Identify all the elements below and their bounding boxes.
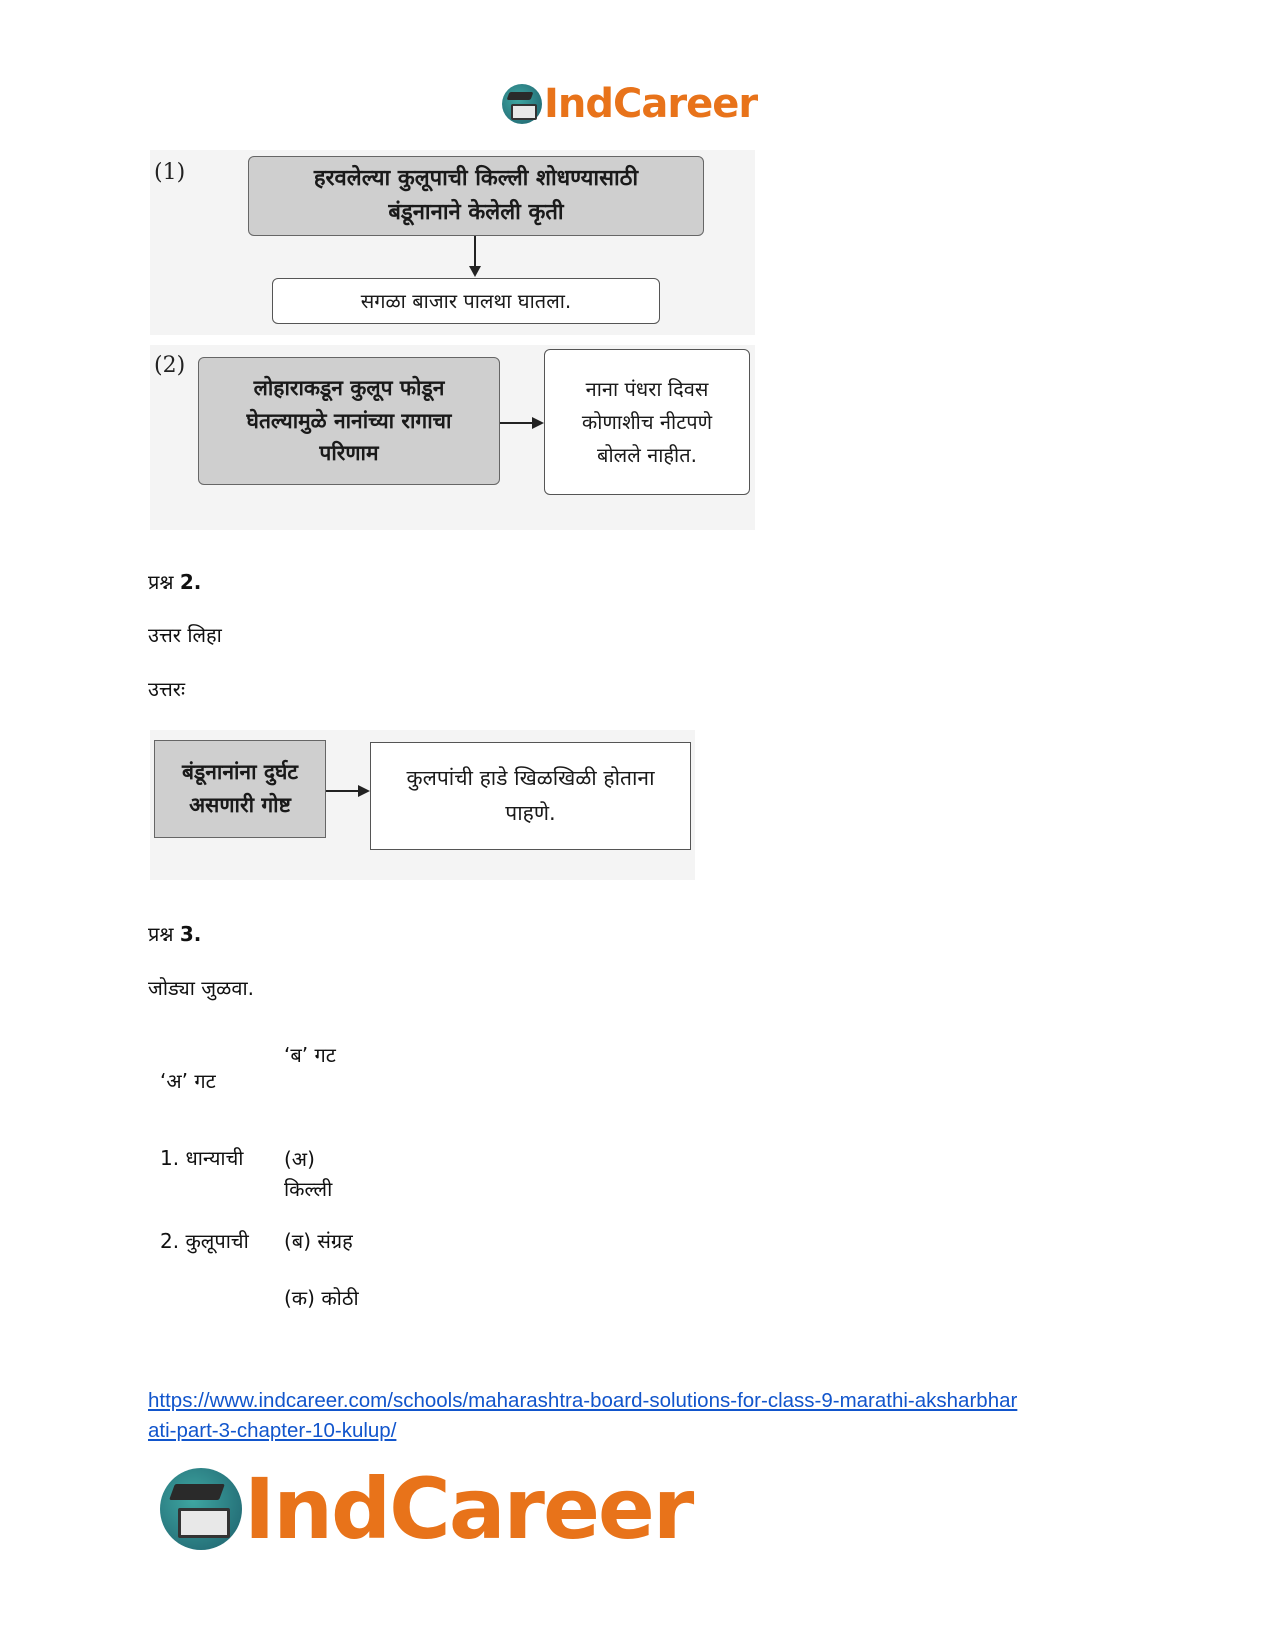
column-a-item: 1. धान्याची: [160, 1146, 244, 1170]
question-prefix: प्रश्न: [148, 922, 174, 946]
answer-diagram: [150, 730, 695, 880]
graduation-book-icon: [502, 84, 542, 124]
diagram-1-top-box: हरवलेल्या कुलूपाची किल्ली शोधण्यासाठी बंडूनानाने केलेली कृती: [248, 156, 704, 236]
footer-logo-text: IndCareer: [244, 1460, 693, 1558]
right-arrow-icon: [326, 781, 372, 801]
column-b-item: (ब) संग्रह: [284, 1229, 353, 1253]
answer-left-box: बंडूनानांना दुर्घट असणारी गोष्ट: [154, 740, 326, 838]
column-a-item: 2. कुलूपाची: [160, 1229, 249, 1253]
graduation-book-icon: [160, 1468, 242, 1550]
question-number: 2.: [179, 570, 202, 594]
answer-right-box: कुलपांची हाडे खिळखिळी होताना पाहणे.: [370, 742, 691, 850]
down-arrow-icon: [465, 236, 485, 278]
diagram-2-left-box: लोहाराकडून कुलूप फोडून घेतल्यामुळे नानांच्या रागाचा परिणाम: [198, 357, 500, 485]
source-link[interactable]: [148, 1386, 1017, 1446]
question-number: 3.: [179, 922, 202, 946]
indcareer-logo: [502, 80, 757, 128]
diagram-1-bottom-box: सगळा बाजार पालथा घातला.: [272, 278, 660, 324]
logo-text: IndCareer: [544, 81, 758, 127]
diagram-2: [150, 345, 755, 530]
question-3-heading: [148, 920, 201, 947]
diagram-1: [150, 150, 755, 335]
question-2-heading: [148, 568, 201, 595]
right-arrow-icon: [500, 413, 546, 433]
diagram-2-label: (2): [154, 353, 186, 378]
question-2-prompt: उत्तर लिहा: [148, 623, 222, 647]
indcareer-footer-logo: [160, 1460, 692, 1558]
answer-label: उत्तरः: [148, 677, 185, 701]
column-b-item: (अ) किल्ली: [284, 1147, 333, 1201]
column-b-header: ‘ब’ गट: [284, 1043, 336, 1067]
column-b-item: (क) कोठी: [284, 1286, 359, 1310]
source-link-line-1[interactable]: https://www.indcareer.com/schools/maharashtra-board-solutions-for-class-9-marathi-aksharbhar: [148, 1389, 1018, 1412]
diagram-1-label: (1): [154, 160, 186, 185]
source-link-line-2[interactable]: ati-part-3-chapter-10-kulup/: [148, 1419, 397, 1442]
question-prefix: प्रश्न: [148, 570, 174, 594]
column-a-header: ‘अ’ गट: [160, 1069, 216, 1093]
diagram-2-right-box: नाना पंधरा दिवस कोणाशीच नीटपणे बोलले नाहीत.: [544, 349, 750, 495]
question-3-prompt: जोड्या जुळवा.: [148, 976, 254, 1000]
